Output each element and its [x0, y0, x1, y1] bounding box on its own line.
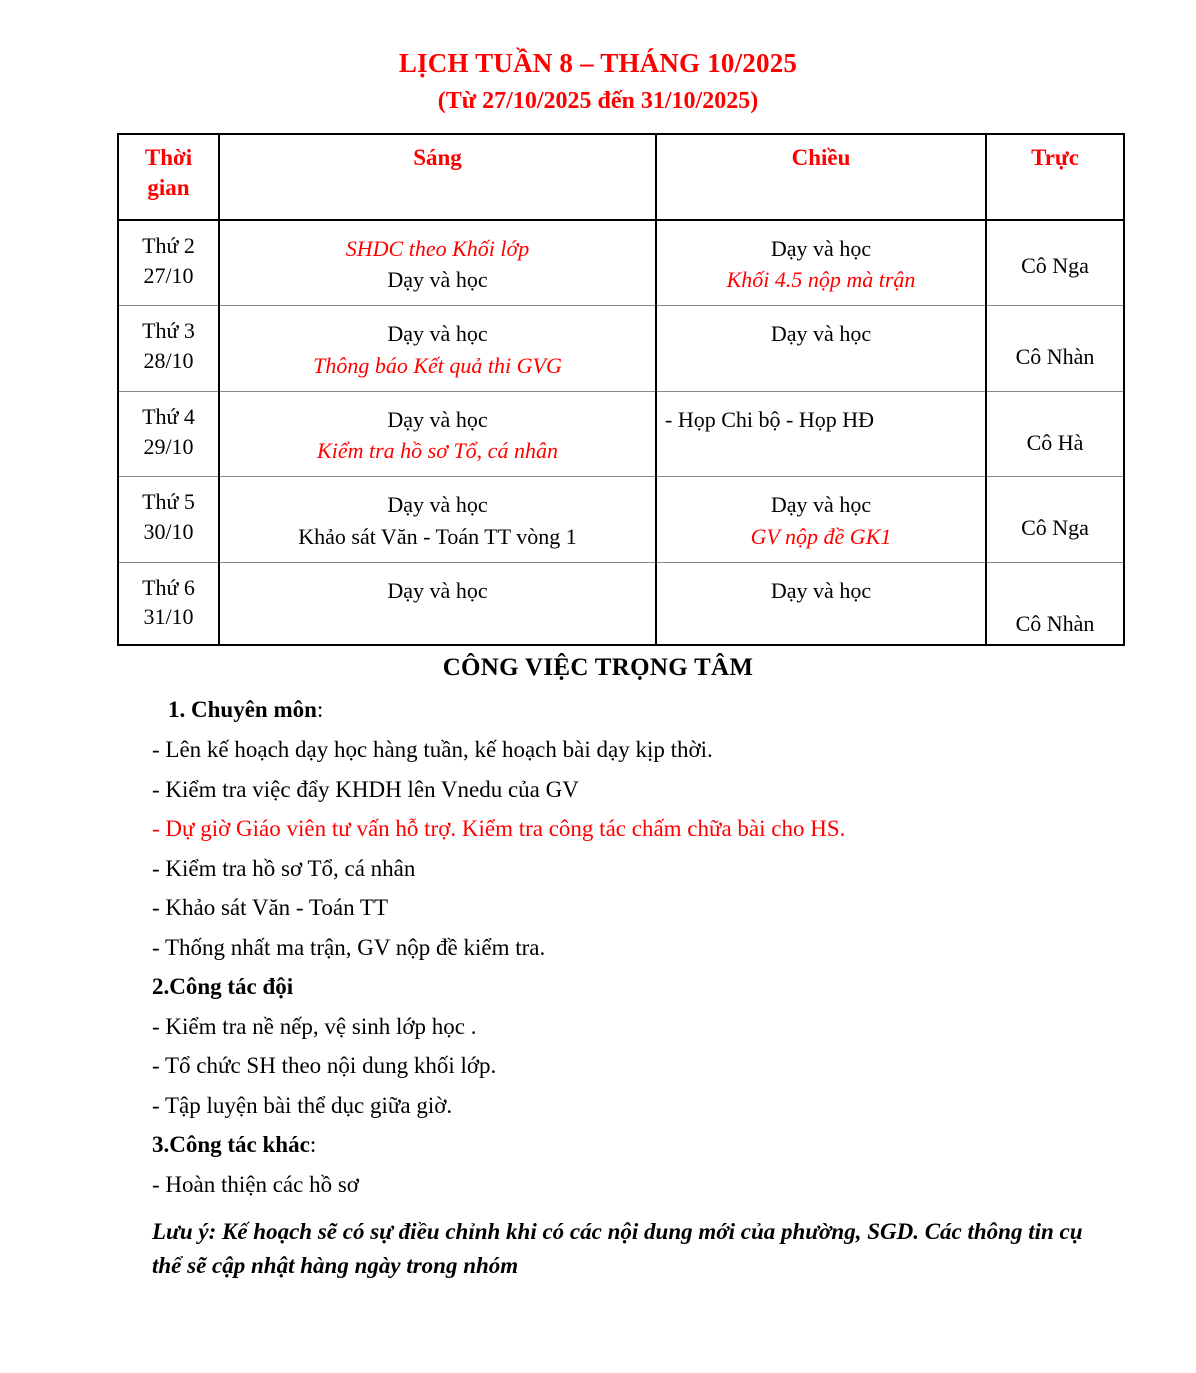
header-cell-duty-cell [986, 134, 1124, 220]
cell-time [118, 391, 219, 476]
table-row [118, 562, 1124, 645]
list-item: - Kiểm tra hồ sơ Tổ, cá nhân [152, 855, 416, 881]
text-line: 28/10 [143, 348, 194, 374]
text-line: Thứ 4 [142, 403, 195, 429]
cell-time [118, 562, 219, 645]
cell-afternoon [656, 562, 986, 645]
cell-morning [219, 220, 656, 306]
cell-morning [219, 306, 656, 391]
cell-morning-text [220, 392, 655, 476]
cell-duty [986, 220, 1124, 306]
highlighted-text-line: GV nộp đề GK1 [750, 523, 892, 549]
cell-time [118, 477, 219, 562]
day-date-text [119, 392, 218, 467]
text-line: Dạy và học [770, 321, 872, 347]
text-line: Dạy và học [387, 267, 488, 293]
list-item: - Kiểm tra việc đẩy KHDH lên Vnedu của GV [152, 776, 579, 802]
list-item: - Tổ chức SH theo nội dung khối lớp. [152, 1053, 497, 1079]
cell-duty [986, 391, 1124, 476]
cell-morning-text [220, 306, 655, 390]
list-item: - Hoàn thiện các hồ sơ [152, 1172, 359, 1197]
cell-duty [986, 306, 1124, 391]
duty-person-name: Cô Nhàn [1015, 610, 1095, 636]
cell-morning-text [220, 563, 655, 616]
text-line: Thứ 2 [142, 232, 195, 258]
schedule-table-container [117, 133, 1123, 646]
table-row [118, 306, 1124, 391]
list-item: - Khảo sát Văn - Toán TT [152, 895, 389, 921]
text-line: 31/10 [143, 604, 194, 630]
text-line: Thứ 6 [142, 574, 195, 600]
text-line: Dạy và học [387, 406, 488, 432]
cell-afternoon-text [657, 477, 985, 561]
cell-morning [219, 477, 656, 562]
cell-afternoon-text [657, 563, 985, 616]
list-item: - Lên kế hoạch dạy học hàng tuần, kế hoạch bài dạy kịp thời. [152, 736, 713, 762]
focus-group-number-label: 2.Công tác đội [152, 974, 294, 1000]
cell-afternoon-text [657, 306, 985, 359]
duty-person-name: Cô Nga [1021, 252, 1089, 278]
day-date-text [119, 563, 218, 638]
cell-afternoon [656, 220, 986, 306]
table-row [118, 391, 1124, 476]
focus-group-number-label: 3.Công tác khác [152, 1132, 310, 1158]
text-line: Dạy và học [387, 321, 488, 347]
text-line: Thứ 5 [142, 489, 195, 515]
cell-morning-text [220, 221, 655, 305]
cell-afternoon [656, 391, 986, 476]
highlighted-text-line: SHDC theo Khối lớp [345, 235, 530, 261]
schedule-table [117, 133, 1125, 646]
focus-group-heading [152, 967, 1156, 1007]
text-line: Dạy và học [770, 235, 872, 261]
list-item: - Thống nhất ma trận, GV nộp đề kiểm tra. [152, 934, 546, 960]
cell-morning [219, 391, 656, 476]
cell-afternoon [656, 477, 986, 562]
text-line: Dạy và học [770, 577, 872, 603]
highlighted-text-line: Kiểm tra hồ sơ Tổ, cá nhân [317, 438, 558, 464]
text-line: Dạy và học [770, 492, 872, 518]
text-line: Khảo sát Văn - Toán TT vòng 1 [298, 523, 577, 549]
header-cell-afternoon-cell [656, 134, 986, 220]
cell-morning-text [220, 477, 655, 561]
focus-group-heading [152, 1125, 1156, 1165]
header-cell-morning-cell [219, 134, 656, 220]
header-cell-morning: Sáng [413, 145, 462, 171]
text-line: Dạy và học [387, 492, 488, 518]
highlighted-text-line: Thông báo Kết quả thi GVG [313, 352, 562, 378]
cell-afternoon [656, 306, 986, 391]
cell-morning [219, 562, 656, 645]
duty-person-name: Cô Hà [1026, 429, 1084, 455]
cell-duty [986, 562, 1124, 645]
header-cell-time-cell [118, 134, 219, 220]
schedule-header-row [118, 134, 1124, 220]
page-title: LỊCH TUẦN 8 – THÁNG 10/2025 [398, 48, 798, 78]
text-line: - Họp Chi bộ - Họp HĐ [665, 406, 874, 432]
focus-section-heading: CÔNG VIỆC TRỌNG TÂM [442, 654, 754, 682]
highlighted-text-line: Khối 4.5 nộp mà trận [726, 267, 916, 293]
duty-person-name: Cô Nga [1021, 515, 1089, 541]
table-row [118, 220, 1124, 306]
header-cell-time: Thời gian [144, 145, 193, 200]
text-line: 30/10 [143, 518, 194, 544]
cell-time [118, 306, 219, 391]
cell-duty [986, 477, 1124, 562]
focus-group-number-label: 1. Chuyên môn [168, 697, 317, 723]
text-line: Thứ 3 [142, 318, 195, 344]
list-item: - Tập luyện bài thể dục giữa giờ. [152, 1092, 453, 1118]
day-date-text [119, 221, 218, 296]
text-line: 29/10 [143, 433, 194, 459]
footer-note: Lưu ý: Kế hoạch sẽ có sự điều chỉnh khi có các nội dung mới của phường, SGD. Các thông tin cụ thể sẽ cập nhật hàng ngày trong nhóm [152, 1218, 1083, 1279]
focus-group-suffix: : [309, 1132, 317, 1158]
list-item: - Kiểm tra nề nếp, vệ sinh lớp học . [152, 1013, 477, 1039]
page-subtitle: (Từ 27/10/2025 đến 31/10/2025) [437, 88, 759, 115]
document-title-block [0, 0, 1196, 119]
text-line: 27/10 [143, 262, 194, 288]
header-cell-duty: Trực [1031, 145, 1079, 171]
duty-person-name: Cô Nhàn [1015, 344, 1095, 370]
day-date-text [119, 477, 218, 552]
text-line: Dạy và học [387, 577, 488, 603]
focus-group-heading [152, 690, 1156, 730]
cell-time [118, 220, 219, 306]
focus-group-suffix: : [316, 697, 324, 723]
list-item: - Dự giờ Giáo viên tư vấn hỗ trợ. Kiểm tra công tác chấm chữa bài cho HS. [152, 816, 846, 842]
header-cell-afternoon: Chiều [791, 145, 851, 171]
day-date-text [119, 306, 218, 381]
cell-afternoon-text [657, 221, 985, 305]
focus-section-content [0, 690, 1196, 1283]
table-row [118, 477, 1124, 562]
cell-afternoon-text [657, 392, 985, 445]
